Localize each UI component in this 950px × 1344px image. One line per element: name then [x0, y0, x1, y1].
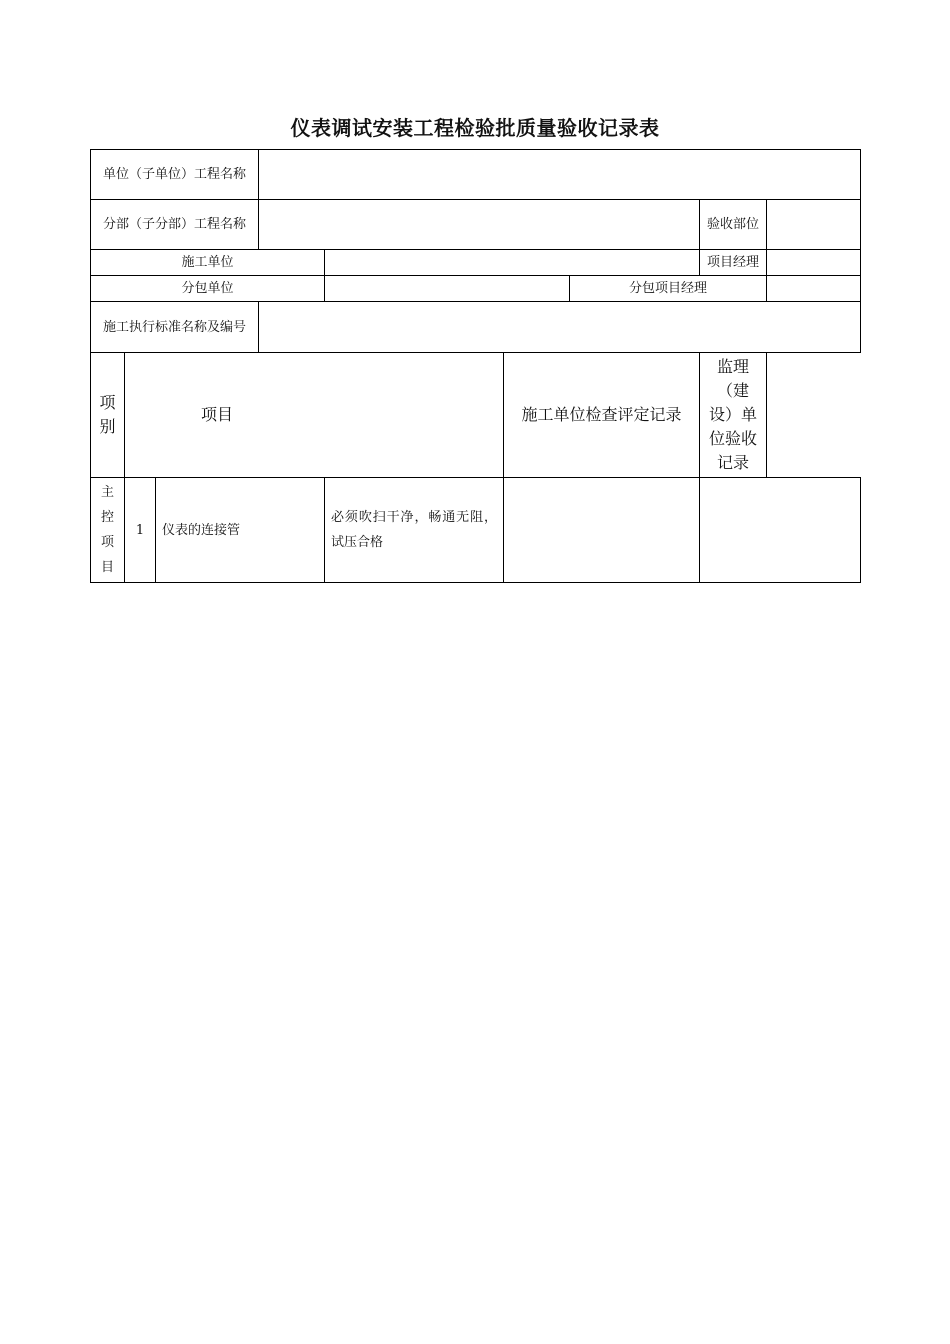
subcontract-manager-value[interactable] [767, 276, 861, 302]
page-title: 仪表调试安装工程检验批质量验收记录表 [290, 116, 660, 140]
subcontract-unit-label: 分包单位 [91, 276, 325, 302]
col-category: 项别 [91, 353, 125, 478]
construction-check-cell[interactable] [504, 478, 700, 583]
unit-project-row [91, 150, 861, 200]
project-manager-label: 项目经理 [700, 250, 767, 276]
supervision-check-cell[interactable] [700, 478, 861, 583]
row-item-name: 仪表的连接管 [156, 478, 325, 583]
acceptance-part-label: 验收部位 [700, 200, 767, 250]
project-manager-value[interactable] [767, 250, 861, 276]
construction-unit-label: 施工单位 [91, 250, 325, 276]
sub-project-label: 分部（子分部）工程名称 [91, 200, 259, 250]
sub-project-value[interactable] [259, 200, 700, 250]
subcontract-unit-value[interactable] [325, 276, 570, 302]
construction-unit-value[interactable] [325, 250, 700, 276]
table-row [91, 478, 861, 583]
inspection-record-table [90, 149, 861, 583]
column-header-row [91, 353, 861, 478]
subcontract-manager-label: 分包项目经理 [570, 276, 767, 302]
construction-unit-row [91, 250, 861, 276]
standard-row [91, 302, 861, 353]
standard-value[interactable] [259, 302, 861, 353]
unit-project-value[interactable] [259, 150, 861, 200]
sub-project-row [91, 200, 861, 250]
acceptance-part-value[interactable] [767, 200, 861, 250]
row-number: 1 [125, 478, 156, 583]
main-items-label: 主控项目 [91, 478, 125, 583]
col-construction-check: 施工单位检查评定记录 [504, 353, 700, 478]
col-item: 项目 [125, 353, 504, 478]
row-requirement: 必须吹扫干净，畅通无阻，试压合格 [325, 478, 504, 583]
unit-project-label: 单位（子单位）工程名称 [91, 150, 259, 200]
standard-label: 施工执行标准名称及编号 [91, 302, 259, 353]
subcontract-unit-row [91, 276, 861, 302]
col-supervision-check: 监理（建设）单位验收记录 [700, 353, 767, 478]
